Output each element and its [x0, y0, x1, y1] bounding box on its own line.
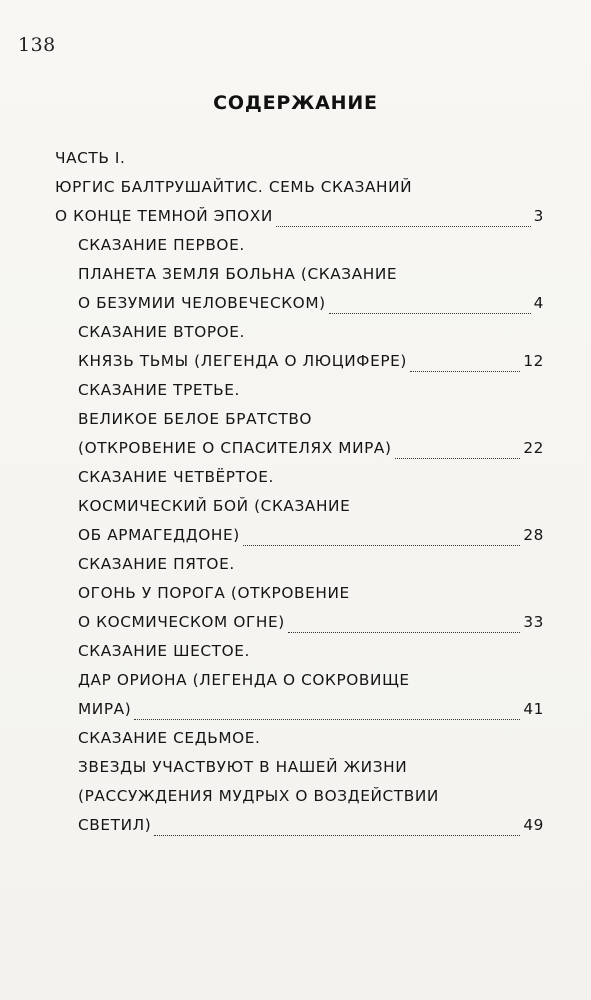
toc-entry-text: КОСМИЧЕСКИЙ БОЙ (СКАЗАНИЕ — [78, 497, 351, 515]
toc-entry-text: ПЛАНЕТА ЗЕМЛЯ БОЛЬНА (СКАЗАНИЕ — [78, 265, 398, 283]
toc-page-ref: 3 — [533, 207, 544, 225]
dot-leader — [154, 835, 520, 836]
toc-line — [78, 323, 544, 353]
toc-line — [78, 584, 544, 614]
toc-line — [78, 497, 544, 527]
toc-line — [78, 294, 544, 324]
toc-line — [78, 816, 544, 846]
toc-entry-text: ДАР ОРИОНА (ЛЕГЕНДА О СОКРОВИЩЕ — [78, 671, 410, 689]
toc-entry-text: СВЕТИЛ) — [78, 816, 152, 834]
dot-leader — [276, 226, 531, 227]
toc-entry-text: КНЯЗЬ ТЬМЫ (ЛЕГЕНДА О ЛЮЦИФЕРЕ) — [78, 352, 407, 370]
toc-entry-text: ЧАСТЬ I. — [55, 149, 126, 167]
toc-entry-text: СКАЗАНИЕ ШЕСТОЕ. — [78, 642, 250, 660]
toc-line — [78, 758, 544, 788]
dot-leader — [243, 545, 521, 546]
toc-page-ref: 49 — [523, 816, 544, 834]
dot-leader — [395, 458, 521, 459]
toc-entry-text: СКАЗАНИЕ ЧЕТВЁРТОЕ. — [78, 468, 274, 486]
toc-line — [78, 613, 544, 643]
toc-line — [78, 265, 544, 295]
toc-line — [78, 671, 544, 701]
toc-entry-text: МИРА) — [78, 700, 132, 718]
toc-page-ref: 22 — [523, 439, 544, 457]
toc-line — [78, 352, 544, 382]
dot-leader — [288, 632, 521, 633]
toc-line — [78, 729, 544, 759]
toc-entry-text: ЮРГИС БАЛТРУШАЙТИС. СЕМЬ СКАЗАНИЙ — [55, 178, 413, 196]
page-number: 138 — [18, 34, 56, 56]
toc-line — [78, 468, 544, 498]
toc-line — [78, 555, 544, 585]
toc-line — [55, 178, 544, 208]
toc-entry-text: ОБ АРМАГЕДДОНЕ) — [78, 526, 240, 544]
toc-entry-text: (ОТКРОВЕНИЕ О СПАСИТЕЛЯХ МИРА) — [78, 439, 392, 457]
toc-entry-text: СКАЗАНИЕ ВТОРОЕ. — [78, 323, 246, 341]
toc-entry-text: СКАЗАНИЕ ПЯТОЕ. — [78, 555, 235, 573]
toc-line — [55, 207, 544, 237]
toc-entry-text: ВЕЛИКОЕ БЕЛОЕ БРАТСТВО — [78, 410, 313, 428]
toc-entry-text: СКАЗАНИЕ ТРЕТЬЕ. — [78, 381, 240, 399]
page-title: СОДЕРЖАНИЕ — [213, 92, 378, 114]
toc-line — [78, 439, 544, 469]
toc-line — [78, 700, 544, 730]
toc-entry-text: ЗВЕЗДЫ УЧАСТВУЮТ В НАШЕЙ ЖИЗНИ — [78, 758, 408, 776]
dot-leader — [329, 313, 531, 314]
toc-line — [78, 526, 544, 556]
toc-line — [78, 787, 544, 817]
toc-line — [55, 149, 544, 179]
toc-page-ref: 28 — [523, 526, 544, 544]
toc-page-ref: 12 — [523, 352, 544, 370]
toc-page-ref: 41 — [523, 700, 544, 718]
toc-entry-text: СКАЗАНИЕ СЕДЬМОЕ. — [78, 729, 261, 747]
toc-entry-text: ОГОНЬ У ПОРОГА (ОТКРОВЕНИЕ — [78, 584, 350, 602]
toc-line — [78, 236, 544, 266]
dot-leader — [134, 719, 520, 720]
toc-line — [78, 642, 544, 672]
toc-entry-text: О КОСМИЧЕСКОМ ОГНЕ) — [78, 613, 285, 631]
dot-leader — [410, 371, 520, 372]
toc-page-ref: 33 — [523, 613, 544, 631]
toc-line — [78, 381, 544, 411]
toc-entry-text: (РАССУЖДЕНИЯ МУДРЫХ О ВОЗДЕЙСТВИИ — [78, 787, 439, 805]
toc-line — [78, 410, 544, 440]
toc-page-ref: 4 — [533, 294, 544, 312]
toc-entry-text: СКАЗАНИЕ ПЕРВОЕ. — [78, 236, 245, 254]
toc-entry-text: О БЕЗУМИИ ЧЕЛОВЕЧЕСКОМ) — [78, 294, 326, 312]
toc-entry-text: О КОНЦЕ ТЕМНОЙ ЭПОХИ — [55, 207, 273, 225]
